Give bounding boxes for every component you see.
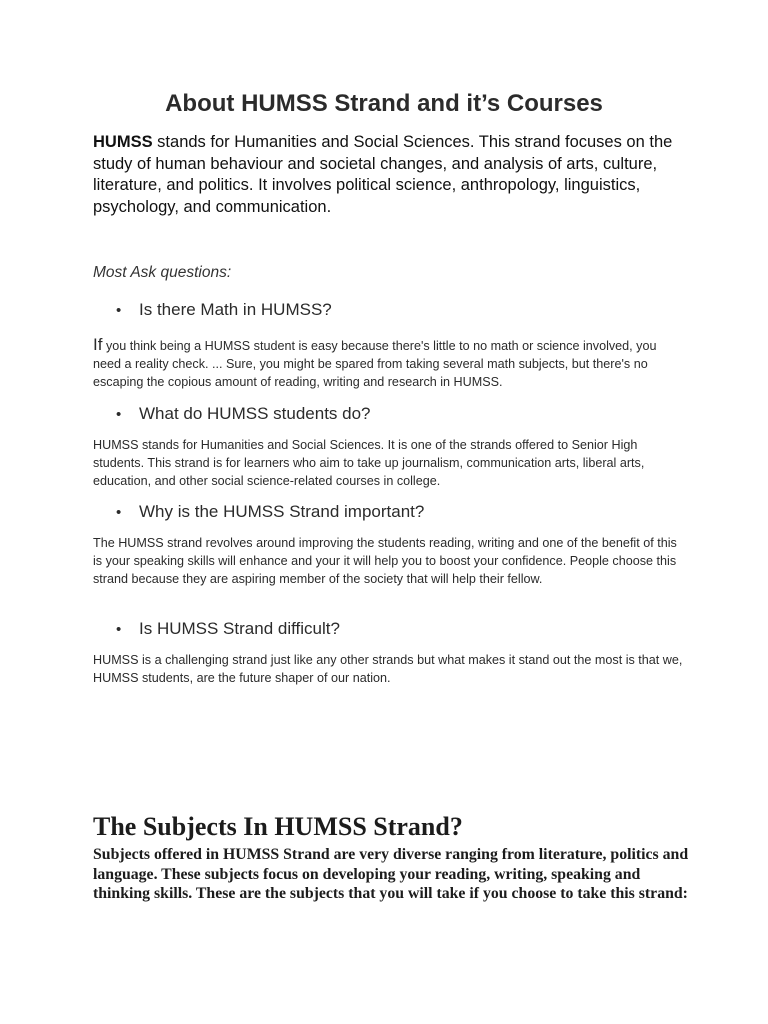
question-item [116, 298, 332, 323]
bullet-icon: • [116, 504, 122, 521]
question-item [116, 617, 340, 642]
subjects-heading: The Subjects In HUMSS Strand? [93, 812, 463, 841]
subjects-paragraph: Subjects offered in HUMSS Strand are very diverse ranging from literature, politics and language. These subjects focus on developing your reading, writing, speaking and thinking skills. These are the subjects that you will take if you choose to take this strand: [93, 846, 689, 902]
ask-heading: Most Ask questions: [93, 264, 232, 281]
answer-paragraph: HUMSS stands for Humanities and Social Sciences. It is one of the strands offered to Senior High students. This strand is for learners who aim to take up journalism, communication arts, liberal arts, education, and other social science-related courses in college. [93, 438, 645, 488]
answer-text: you think being a HUMSS student is easy because there's little to no math or science involved, you need a reality check. ... Sure, you might be spared from taking several math subjects, but there's no escaping the copious amount of reading, writing and research in HUMSS. [93, 339, 657, 389]
question-item [116, 500, 424, 525]
answer-paragraph [93, 336, 683, 391]
question-text: Why is the HUMSS Strand important? [139, 502, 425, 521]
bullet-icon: • [116, 406, 122, 423]
intro-paragraph [93, 132, 683, 218]
intro-text: stands for Humanities and Social Sciences. This strand focuses on the study of human behaviour and societal changes, and analysis of arts, culture, literature, and politics. It involves political science, anthropology, linguistics, psychology, and communication. [93, 133, 673, 216]
question-text: Is there Math in HUMSS? [139, 300, 332, 319]
question-text: Is HUMSS Strand difficult? [139, 619, 340, 638]
answer-paragraph: HUMSS is a challenging strand just like any other strands but what makes it stand out the most is that we, HUMSS students, are the future shaper of our nation. [93, 653, 683, 685]
answer-paragraph: The HUMSS strand revolves around improving the students reading, writing and one of the benefit of this is your speaking skills will enhance and your it will help you to boost your confidence. People choose this strand because they are aspiring member of the society that will help their fellow. [93, 536, 677, 586]
bullet-icon: • [116, 302, 122, 319]
question-text: What do HUMSS students do? [139, 404, 371, 423]
intro-lead: HUMSS [93, 133, 153, 151]
bullet-icon: • [116, 621, 122, 638]
answer-dropcap: If [93, 335, 103, 354]
page-title: About HUMSS Strand and it’s Courses [165, 90, 603, 117]
question-item [116, 402, 371, 427]
